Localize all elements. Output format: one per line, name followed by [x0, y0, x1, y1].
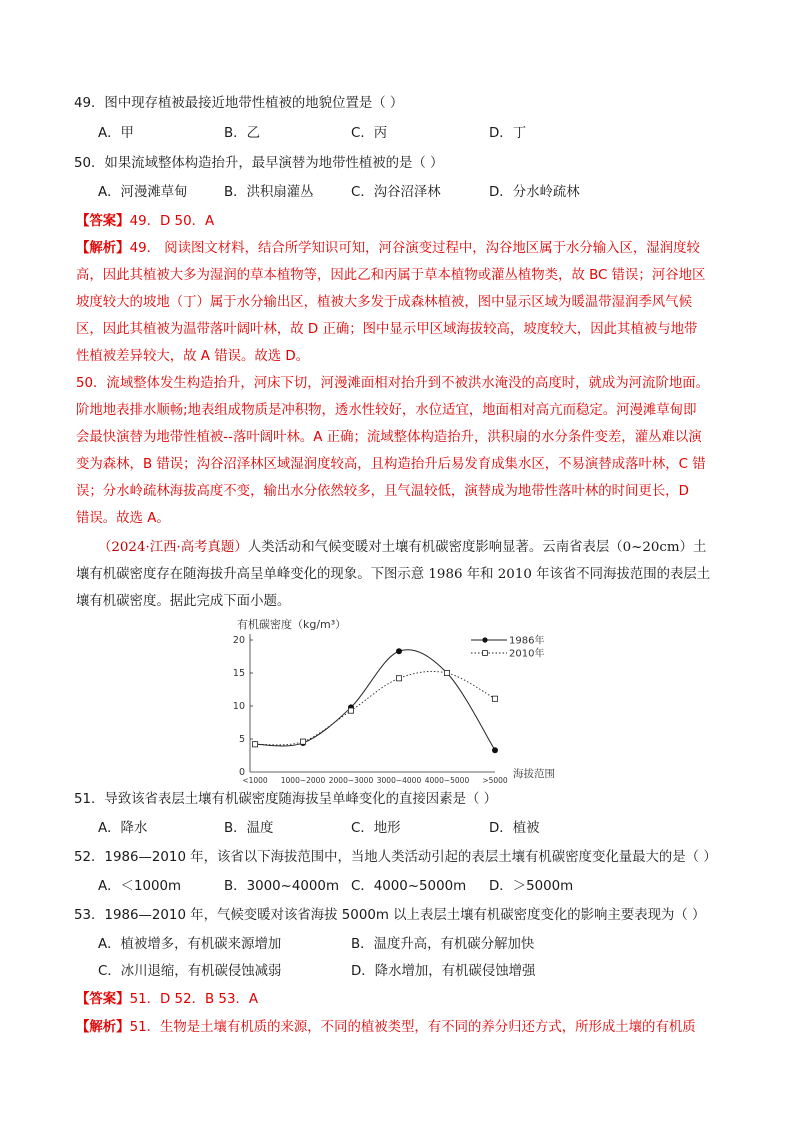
- data-point-2010年: [300, 739, 305, 744]
- data-point-1986年: [396, 648, 402, 654]
- series-line-2: [255, 671, 495, 744]
- q51-option-b: B．温度: [224, 821, 274, 836]
- answer-text: 49．D 50．A: [129, 214, 215, 229]
- answer-tag: 【答案】: [76, 992, 130, 1007]
- data-point-2010年: [492, 696, 497, 701]
- q50-option-b: B．洪积扇灌丛: [224, 185, 314, 200]
- analysis-50-line: 变为森林，B 错误；沟谷沼泽林区域湿润度较高，且构造抬升后易发育成集水区，不易演替成落叶林，C 错: [76, 457, 706, 472]
- q50-option-a: A．河漫滩草甸: [98, 185, 188, 200]
- answer-block-2: [76, 990, 258, 1010]
- question-52-stem: 52．1986—2010 年，该省以下海拔范围中，当地人类活动引起的表层土壤有机碳密度变化量最大的是（ ）: [74, 850, 717, 865]
- source-tag: （2024·江西·高考真题）: [98, 540, 248, 555]
- analysis-50-line: 会最快演替为地带性植被--落叶阔叶林。A 正确；流域整体构造抬升，洪积扇的水分条件变差，灌丛难以演: [76, 430, 702, 445]
- y-tick-label: 20: [232, 635, 245, 646]
- analysis-block-2-line-1: [76, 1018, 696, 1038]
- analysis-50-line: 错误。故选 A。: [76, 511, 170, 526]
- y-tick-label: 0: [238, 767, 245, 778]
- q52-option-d: D．＞5000m: [489, 879, 574, 894]
- x-tick-label: 4000~5000: [424, 776, 470, 785]
- q49-option-d: D．丁: [489, 126, 527, 141]
- legend-label: 1986年: [509, 635, 545, 647]
- y-tick-label: 15: [232, 668, 245, 679]
- analysis-49-line: 区，因此其植被为温带落叶阔叶林，故 D 正确；图中显示甲区域海拔较高，坡度较大，因此其植被与地带: [76, 322, 698, 337]
- analysis-51-line: 51．生物是土壤有机质的来源，不同的植被类型，有不同的养分归还方式，所形成土壤的有机质: [129, 1020, 696, 1035]
- answer-tag: 【答案】: [76, 214, 130, 229]
- q53-option-c: C．冰川退缩，有机碳侵蚀减弱: [98, 964, 282, 979]
- q49-option-b: B．乙: [224, 126, 260, 141]
- analysis-tag: 【解析】: [76, 241, 130, 256]
- x-tick-label: >5000: [482, 776, 508, 785]
- analysis-49-line: 坡度较大的坡地（丁）属于水分输出区，植被大多发于成森林植被，图中显示区域为暖温带湿润季风气候: [76, 295, 692, 310]
- y-axis-label: 有机碳密度（kg/m³）: [237, 618, 347, 631]
- analysis-50-line: 阶地地表排水顺畅;地表组成物质是冲积物，透水性较好，水位适宜，地面相对高亢而稳定。河漫滩草甸即: [76, 403, 697, 418]
- analysis-49-line: 高，因此其植被大多为湿润的草本植物等，因此乙和丙属于草本植物或灌丛植物类，故 BC 错误；河谷地区: [76, 268, 706, 283]
- q53-option-a: A．植被增多，有机碳来源增加: [98, 937, 282, 952]
- data-point-2010年: [444, 670, 449, 675]
- q49-option-c: C．丙: [351, 126, 388, 141]
- answer-text: 51．D 52．B 53．A: [129, 992, 259, 1007]
- series-line-1: [255, 650, 495, 751]
- analysis-50-line: 50．流域整体发生构造抬升，河床下切，河漫滩面相对抬升到不被洪水淹没的高度时，就成为河流阶地面。: [76, 376, 710, 391]
- analysis-block-1-line-1: [76, 239, 700, 259]
- analysis-50-line: 误；分水岭疏林海拔高度不变，输出水分依然较多，且气温较低，演替成为地带性落叶林的时间更长，D: [76, 484, 689, 499]
- legend-label: 2010年: [509, 648, 545, 660]
- soil-carbon-line-chart: [225, 614, 565, 786]
- q53-option-b: B．温度升高，有机碳分解加快: [351, 937, 535, 952]
- q50-option-d: D．分水岭疏林: [489, 185, 580, 200]
- y-tick-label: 10: [232, 701, 245, 712]
- question-51-stem: 51．导致该省表层土壤有机碳密度随海拔呈单峰变化的直接因素是（ ）: [74, 792, 498, 807]
- legend-marker: [483, 651, 488, 656]
- analysis-49-line: 性植被差异较大，故 A 错误。故选 D。: [76, 349, 310, 364]
- analysis-tag: 【解析】: [76, 1020, 130, 1035]
- x-tick-label: <1000: [242, 776, 268, 785]
- intro-line-1: [98, 538, 706, 558]
- intro-line-3: 壤有机碳密度。据此完成下面小题。: [76, 594, 291, 609]
- q49-option-a: A．甲: [98, 126, 134, 141]
- q52-option-b: B．3000~4000m: [224, 879, 339, 894]
- answer-block-1: [76, 212, 214, 232]
- q51-option-d: D．植被: [489, 821, 540, 836]
- data-point-2010年: [396, 676, 401, 681]
- q51-option-c: C．地形: [351, 821, 401, 836]
- data-point-1986年: [492, 747, 498, 753]
- question-53-stem: 53．1986—2010 年，气候变暖对该省海拔 5000m 以上表层土壤有机碳密度变化的影响主要表现为（ ）: [74, 908, 706, 923]
- y-tick-label: 5: [238, 734, 245, 745]
- q53-option-d: D．降水增加，有机碳侵蚀增强: [351, 964, 536, 979]
- x-axis-label: 海拔范围: [513, 768, 555, 780]
- legend-marker: [482, 637, 487, 642]
- intro-text: 人类活动和气候变暖对土壤有机碳密度影响显著。云南省表层（0~20cm）土: [247, 540, 707, 555]
- question-50-stem: 50．如果流域整体构造抬升，最早演替为地带性植被的是（ ）: [74, 156, 444, 171]
- question-49-stem: 49．图中现存植被最接近地带性植被的地貌位置是（ ）: [74, 96, 404, 111]
- x-tick-label: 1000~2000: [280, 776, 326, 785]
- q52-option-a: A．＜1000m: [98, 879, 182, 894]
- q50-option-c: C．沟谷沼泽林: [351, 185, 441, 200]
- q52-option-c: C．4000~5000m: [351, 879, 467, 894]
- x-tick-label: 3000~4000: [376, 776, 422, 785]
- x-tick-label: 2000~3000: [328, 776, 374, 785]
- analysis-49-line: 49． 阅读图文材料，结合所学知识可知，河谷演变过程中，沟谷地区属于水分输入区，湿润度较: [129, 241, 700, 256]
- data-point-2010年: [348, 708, 353, 713]
- data-point-2010年: [252, 742, 257, 747]
- intro-line-2: 壤有机碳密度存在随海拔升高呈单峰变化的现象。下图示意 1986 年和 2010 年该省不同海拔范围的表层土: [76, 567, 711, 582]
- q51-option-a: A．降水: [98, 821, 148, 836]
